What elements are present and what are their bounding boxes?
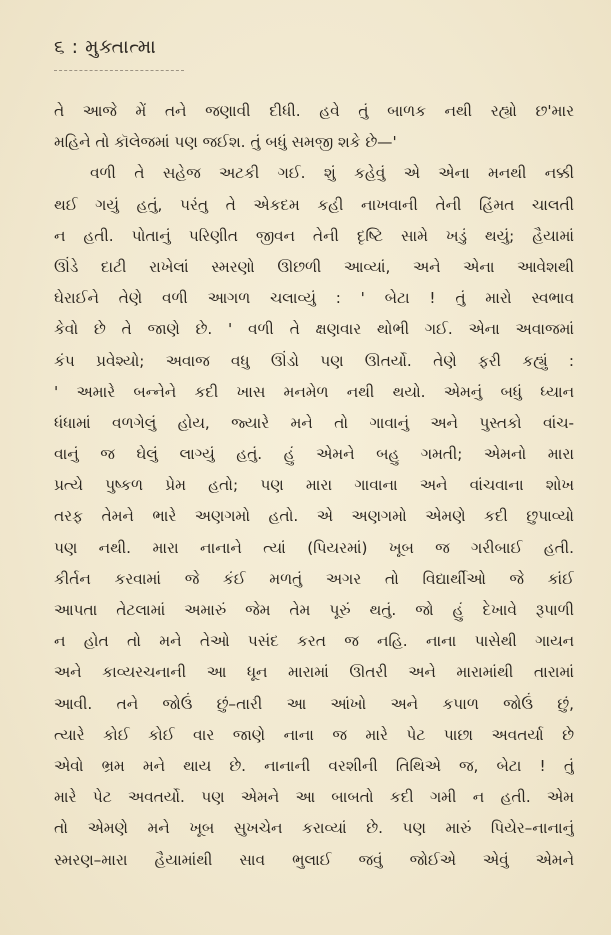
text-line: ધંધામાં વળગેલું હોય, જ્યારે મને તો ગાવાનું અને પુસ્તકો વાંચ- bbox=[54, 413, 574, 432]
text-line: પ્રત્યે પુષ્કળ પ્રેમ હતો; પણ મારા ગાવાના અને વાંચવાના શોખ bbox=[54, 476, 574, 495]
text-line: વાનું જ ઘેલું લાગ્યું હતું. હું એમને બહુ ગમતી; એમનો મારા bbox=[54, 445, 574, 464]
text-line: એવો ભ્રમ મને થાય છે. નાનાની વરશીની તિથિએ જ, બેટા ! તું bbox=[54, 756, 574, 775]
text-line: ન હતી. પોતાનું પરિણીત જીવન તેની દૃષ્ટિ સામે ખડું થયું; હૈયામાં bbox=[54, 226, 574, 245]
text-line: ઊંડે દાટી રાખેલાં સ્મરણો ઊછળી આવ્યાં, અને એના આવેશથી bbox=[54, 257, 574, 276]
text-line: ઘેરાઈને તેણે વળી આગળ ચલાવ્યું : ' બેટા ! તું મારો સ્વભાવ bbox=[54, 289, 574, 308]
body-text bbox=[54, 96, 574, 876]
running-header: ૬ : મુક્તાત્મા bbox=[54, 36, 157, 58]
text-line: વળી તે સહેજ અટકી ગઈ. શું કહેવું એ એના મનથી નક્કી bbox=[90, 164, 574, 183]
text-line: કીર્તન કરવામાં જે કંઈ મળતું અગર તો વિદ્યાર્થીઓ જે કાંઈ bbox=[54, 569, 574, 588]
text-line: અને કાવ્યરચનાની આ ધૂન મારામાં ઊતરી અને મારામાંથી તારામાં bbox=[54, 663, 574, 682]
text-line: તે આજે મેં તને જણાવી દીધી. હવે તું બાળક નથી રહ્યો છ'માર bbox=[54, 102, 574, 120]
text-line: મહિને તો કૉલેજમાં પણ જઈશ. તું બધું સમજી શકે છે—' bbox=[54, 133, 397, 152]
text-line: ન હોત તો મને તેઓ પસંદ કરત જ નહિ. નાના પાસેથી ગાયન bbox=[54, 632, 574, 651]
text-line: તો એમણે મને ખૂબ સુખચેન કરાવ્યાં છે. પણ મારું પિયેર–નાનાનું bbox=[54, 819, 574, 838]
text-line: તરફ તેમને ભારે અણગમો હતો. એ અણગમો એમણે કદી છુપાવ્યો bbox=[54, 507, 574, 526]
text-line: મારે પેટ અવતર્યો. પણ એમને આ બાબતો કદી ગમી ન હતી. એમ bbox=[54, 788, 574, 807]
text-line: થઈ ગયું હતું, પરંતુ તે એકદમ કહી નાખવાની તેની હિંમત ચાલતી bbox=[54, 195, 574, 214]
text-line: ' અમારે બન્નેને કદી ખાસ મનમેળ નથી થયો. એમનું બધું ધ્યાન bbox=[54, 382, 574, 401]
text-line: કંપ પ્રવેશ્યો; અવાજ વધુ ઊંડો પણ ઊતર્યો. તેણે ફરી કહ્યું : bbox=[54, 351, 574, 370]
text-line: કેવો છે તે જાણે છે. ' વળી તે ક્ષણવાર થોભી ગઈ. એના અવાજમાં bbox=[54, 320, 574, 339]
text-line: આપતા તેટલામાં અમારું જેમ તેમ પૂરું થતું. જો હું દેખાવે રૂપાળી bbox=[54, 601, 574, 619]
header-underline bbox=[54, 70, 184, 71]
text-line: આવી. તને જોઉં છું–તારી આ આંખો અને કપાળ જોઉં છું, bbox=[54, 694, 574, 713]
text-line: સ્મરણ–મારા હૈયામાંથી સાવ ભુલાઈ જવું જોઈએ એવું એમને bbox=[54, 850, 574, 869]
text-line: પણ નથી. મારા નાનાને ત્યાં (પિયરમાં) ખૂબ જ ગરીબાઈ હતી. bbox=[54, 538, 574, 557]
text-line: ત્યારે કોઈ કોઈ વાર જાણે નાના જ મારે પેટ પાછા અવતર્યા છે bbox=[54, 725, 574, 744]
